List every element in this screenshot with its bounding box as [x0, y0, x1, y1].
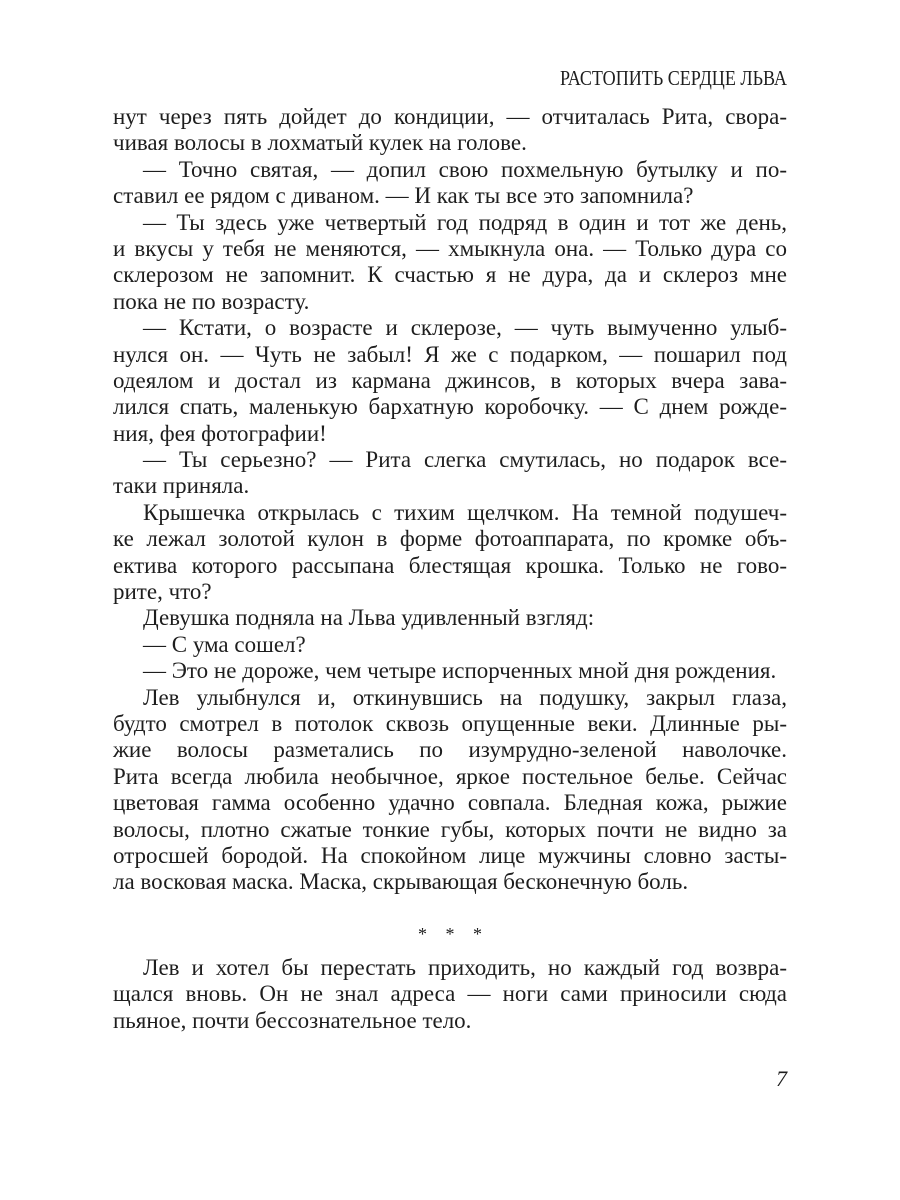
text-line: ектива которого рассыпана блестящая крошка. Только не гово-: [113, 552, 787, 578]
text-line: — Точно святая, — допил свою похмельную бутылку и по-: [143, 156, 787, 182]
paragraph: [113, 157, 787, 210]
text-line: — Это не дороже, чем четыре испорченных мной дня рождения.: [143, 658, 777, 684]
text-line: ла восковая маска. Маска, скрывающая бесконечную боль.: [113, 869, 689, 895]
text-line: одеялом и достал из кармана джинсов, в которых вчера зава-: [113, 367, 787, 393]
text-line: ния, фея фотографии!: [113, 420, 327, 446]
text-line: и вкусы у тебя не меняются, — хмыкнула она. — Только дура со: [113, 235, 787, 261]
text-line: ставил ее рядом с диваном. — И как ты все это запомнила?: [113, 183, 694, 209]
text-line: Лев улыбнулся и, откинувшись на подушку, закрыл глаза,: [143, 684, 787, 710]
paragraph: [113, 315, 787, 447]
text-line: Девушка подняла на Льва удивленный взгляд:: [143, 605, 595, 631]
text-line: таки приняла.: [113, 473, 250, 499]
text-line: будто смотрел в потолок сквозь опущенные веки. Длинные ры-: [113, 710, 787, 736]
running-header: РАСТОПИТЬ СЕРДЦЕ ЛЬВА: [559, 66, 787, 90]
text-line: — Ты здесь уже четвертый год подряд в один и тот же день,: [143, 209, 787, 235]
text-line: рите, что?: [113, 579, 212, 605]
paragraph: [113, 447, 787, 500]
text-line: — Кстати, о возрасте и склерозе, — чуть вымученно улыб-: [143, 315, 787, 341]
paragraph: [113, 500, 787, 606]
text-line: лился спать, маленькую бархатную коробочку. — С днем рожде-: [113, 394, 787, 420]
paragraph: [113, 632, 787, 658]
text-line: чивая волосы в лохматый кулек на голове.: [113, 130, 527, 156]
text-line: пьяное, почти бессознательное тело.: [113, 1007, 472, 1033]
paragraph: [113, 685, 787, 896]
text-line: — Ты серьезно? — Рита слегка смутилась, но подарок все-: [143, 447, 787, 473]
text-line: — С ума сошел?: [143, 631, 306, 657]
text-line: Крышечка открылась с тихим щелчком. На темной подушеч-: [143, 499, 787, 525]
text-line: Лев и хотел бы перестать приходить, но каждый год возвра-: [143, 955, 787, 980]
text-line: щался вновь. Он не знал адреса — ноги сами приносили сюда: [113, 981, 787, 1007]
text-line: пока не по возрасту.: [113, 288, 310, 314]
paragraph: [113, 955, 787, 1034]
paragraph: [113, 658, 787, 684]
text-line: жие волосы разметались по изумрудно-зеленой наволочке.: [113, 737, 787, 763]
text-line: нут через пять дойдет до кондиции, — отчиталась Рита, свора-: [113, 104, 787, 129]
text-line: цветовая гамма особенно удачно совпала. Бледная кожа, рыжие: [113, 790, 787, 816]
section-separator: * * *: [418, 924, 482, 944]
text-line: ке лежал золотой кулон в форме фотоаппарата, по кромке объ-: [113, 526, 787, 552]
text-line: нулся он. — Чуть не забыл! Я же с подарком, — пошарил под: [113, 341, 787, 367]
text-line: отросшей бородой. На спокойном лице мужчины словно засты-: [113, 842, 787, 868]
text-line: Рита всегда любила необычное, яркое постельное белье. Сейчас: [113, 763, 787, 789]
page-body-continued: [113, 955, 787, 1034]
page-body: [113, 104, 787, 896]
text-line: волосы, плотно сжатые тонкие губы, которых почти не видно за: [113, 816, 787, 842]
text-line: склерозом не запомнит. К счастью я не дура, да и склероз мне: [113, 262, 787, 288]
page-number: 7: [776, 1066, 787, 1091]
paragraph: [113, 210, 787, 316]
paragraph: [113, 104, 787, 157]
paragraph: [113, 605, 787, 631]
